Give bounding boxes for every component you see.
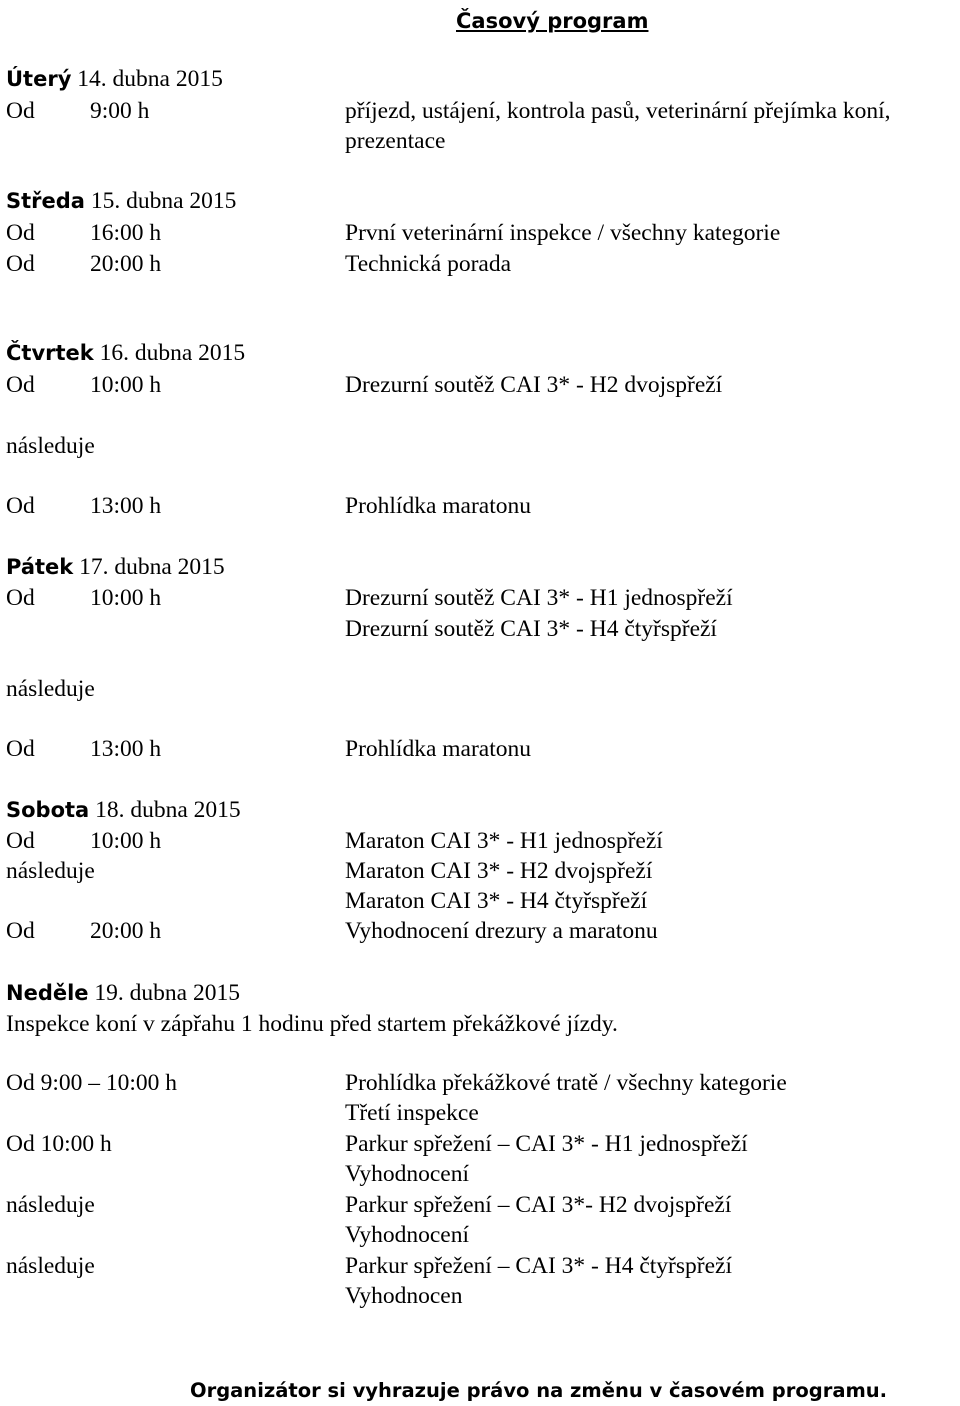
od-label: Od [6,918,35,944]
day-date: 17. dubna 2015 [79,554,225,580]
day-label: Středa [6,189,85,213]
time-range: Od 9:00 – 10:00 h [6,1070,178,1096]
day-heading-tuesday [6,64,223,94]
day-label: Pátek [6,555,74,579]
footer-note: Organizátor si vyhrazuje právo na změnu v časovém programu. [190,1379,888,1402]
event-line: Drezurní soutěž CAI 3* - H4 čtyřspřeží [345,616,717,642]
event-line: Maraton CAI 3* - H1 jednospřeží [345,828,663,854]
day-date: 16. dubna 2015 [99,340,246,366]
event-line: Prohlídka překážkové tratě / všechny kategorie [345,1070,787,1096]
next-label: následuje [6,1192,95,1218]
event-line: Maraton CAI 3* - H2 dvojspřeží [345,858,653,884]
event-line: Vyhodnocení [345,1222,470,1248]
document-title: Časový program [456,9,649,33]
od-label: Od [6,98,35,124]
od-label: Od [6,251,35,277]
event-line: prezentace [345,128,446,154]
time-value: 13:00 h [90,736,162,762]
time-value: 10:00 h [90,828,162,854]
day-date: 15. dubna 2015 [90,188,237,214]
event-line: Maraton CAI 3* - H4 čtyřspřeží [345,888,648,914]
event-line: Parkur spřežení – CAI 3* - H1 jednospřeží [345,1131,748,1157]
event-line: Prohlídka maratonu [345,736,532,762]
day-date: 19. dubna 2015 [94,980,240,1006]
day-date: 18. dubna 2015 [95,797,241,823]
time-value: 10:00 h [90,585,162,611]
day-label: Neděle [6,981,89,1005]
day-label: Úterý [6,67,72,91]
day-heading-sunday [6,978,240,1008]
time-value: 13:00 h [90,493,162,519]
event-line: Parkur spřežení – CAI 3* - H4 čtyřspřeží [345,1253,732,1279]
time-value: 16:00 h [90,220,162,246]
inspection-note: Inspekce koní v zápřahu 1 hodinu před startem překážkové jízdy. [6,1011,618,1037]
day-heading-saturday [6,795,241,825]
event-line: Drezurní soutěž CAI 3* - H2 dvojspřeží [345,372,723,398]
day-date: 14. dubna 2015 [77,66,223,92]
time-value: 20:00 h [90,251,162,277]
next-label: následuje [6,858,95,884]
event-line: Technická porada [345,251,512,277]
event-line: Vyhodnocení [345,1161,470,1187]
next-label: následuje [6,676,95,702]
next-label: následuje [6,1253,95,1279]
od-label: Od [6,372,35,398]
od-label: Od [6,220,35,246]
day-heading-thursday [6,338,245,368]
od-label: Od [6,585,35,611]
event-line: Vyhodnocení drezury a maratonu [345,918,658,944]
event-line: První veterinární inspekce / všechny kategorie [345,220,781,246]
event-line: Třetí inspekce [345,1100,479,1126]
event-line: Vyhodnocen [345,1283,463,1309]
time-value: 20:00 h [90,918,162,944]
event-line: Drezurní soutěž CAI 3* - H1 jednospřeží [345,585,733,611]
od-label: Od [6,736,35,762]
time-range: Od 10:00 h [6,1131,112,1157]
event-line: Prohlídka maratonu [345,493,532,519]
time-value: 9:00 h [90,98,150,124]
od-label: Od [6,493,35,519]
next-label: následuje [6,433,95,459]
event-line: Parkur spřežení – CAI 3*- H2 dvojspřeží [345,1192,732,1218]
day-label: Sobota [6,798,90,822]
time-value: 10:00 h [90,372,162,398]
day-label: Čtvrtek [6,341,94,365]
day-heading-friday [6,552,225,582]
event-line: příjezd, ustájení, kontrola pasů, veterinární přejímka koní, [345,98,891,124]
day-heading-wednesday [6,186,236,216]
od-label: Od [6,828,35,854]
